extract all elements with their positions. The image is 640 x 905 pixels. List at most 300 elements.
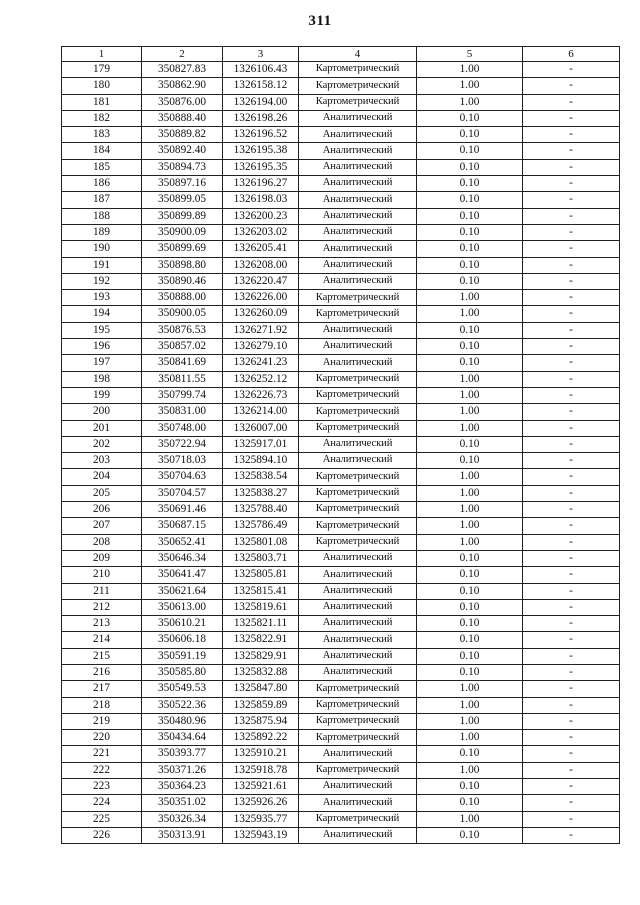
coordinates-table [61,46,620,844]
accuracy-cell: 1.00 [417,78,523,94]
x-coordinate-cell: 350862.90 [142,78,223,94]
x-coordinate-cell: 350811.55 [142,371,223,387]
y-coordinate-cell: 1326198.26 [223,110,299,126]
method-cell: Картометрический [299,78,417,94]
accuracy-cell: 1.00 [417,697,523,713]
y-coordinate-cell: 1325829.91 [223,648,299,664]
method-cell: Аналитический [299,339,417,355]
method-cell: Картометрический [299,371,417,387]
y-coordinate-cell: 1325894.10 [223,453,299,469]
method-cell: Аналитический [299,567,417,583]
accuracy-cell: 0.10 [417,567,523,583]
point-number-cell: 217 [62,681,142,697]
note-cell: - [523,599,620,615]
note-cell: - [523,681,620,697]
x-coordinate-cell: 350652.41 [142,534,223,550]
y-coordinate-cell: 1326226.00 [223,290,299,306]
method-cell: Картометрический [299,306,417,322]
y-coordinate-cell: 1326106.43 [223,62,299,78]
y-coordinate-cell: 1326214.00 [223,404,299,420]
table-row [62,62,620,78]
y-coordinate-cell: 1325910.21 [223,746,299,762]
point-number-cell: 191 [62,257,142,273]
method-cell: Аналитический [299,827,417,843]
x-coordinate-cell: 350899.89 [142,208,223,224]
accuracy-cell: 0.10 [417,339,523,355]
accuracy-cell: 0.10 [417,159,523,175]
y-coordinate-cell: 1325838.54 [223,469,299,485]
table-row [62,224,620,240]
method-cell: Аналитический [299,795,417,811]
x-coordinate-cell: 350899.05 [142,192,223,208]
method-cell: Аналитический [299,436,417,452]
x-coordinate-cell: 350718.03 [142,453,223,469]
accuracy-cell: 0.10 [417,827,523,843]
accuracy-cell: 1.00 [417,534,523,550]
y-coordinate-cell: 1325822.91 [223,632,299,648]
y-coordinate-cell: 1326158.12 [223,78,299,94]
note-cell: - [523,746,620,762]
table-row [62,306,620,322]
point-number-cell: 196 [62,339,142,355]
table-row [62,110,620,126]
y-coordinate-cell: 1325918.78 [223,762,299,778]
accuracy-cell: 0.10 [417,664,523,680]
point-number-cell: 209 [62,550,142,566]
note-cell: - [523,224,620,240]
y-coordinate-cell: 1326205.41 [223,241,299,257]
note-cell: - [523,273,620,289]
point-number-cell: 181 [62,94,142,110]
note-cell: - [523,387,620,403]
x-coordinate-cell: 350351.02 [142,795,223,811]
x-coordinate-cell: 350890.46 [142,273,223,289]
x-coordinate-cell: 350889.82 [142,127,223,143]
y-coordinate-cell: 1325786.49 [223,518,299,534]
point-number-cell: 224 [62,795,142,811]
x-coordinate-cell: 350857.02 [142,339,223,355]
note-cell: - [523,664,620,680]
table-row [62,404,620,420]
header-cell-2: 2 [142,47,223,62]
table-row [62,273,620,289]
point-number-cell: 179 [62,62,142,78]
note-cell: - [523,453,620,469]
x-coordinate-cell: 350897.16 [142,176,223,192]
accuracy-cell: 0.10 [417,176,523,192]
note-cell: - [523,241,620,257]
y-coordinate-cell: 1325815.41 [223,583,299,599]
point-number-cell: 220 [62,730,142,746]
method-cell: Картометрический [299,502,417,518]
point-number-cell: 198 [62,371,142,387]
note-cell: - [523,795,620,811]
note-cell: - [523,78,620,94]
x-coordinate-cell: 350876.53 [142,322,223,338]
point-number-cell: 183 [62,127,142,143]
table-row [62,192,620,208]
note-cell: - [523,257,620,273]
accuracy-cell: 0.10 [417,192,523,208]
accuracy-cell: 1.00 [417,811,523,827]
note-cell: - [523,762,620,778]
accuracy-cell: 1.00 [417,306,523,322]
y-coordinate-cell: 1325892.22 [223,730,299,746]
accuracy-cell: 0.10 [417,583,523,599]
note-cell: - [523,208,620,224]
method-cell: Аналитический [299,746,417,762]
y-coordinate-cell: 1325788.40 [223,502,299,518]
point-number-cell: 219 [62,713,142,729]
accuracy-cell: 0.10 [417,795,523,811]
accuracy-cell: 1.00 [417,518,523,534]
method-cell: Аналитический [299,127,417,143]
note-cell: - [523,713,620,729]
x-coordinate-cell: 350326.34 [142,811,223,827]
y-coordinate-cell: 1325926.26 [223,795,299,811]
method-cell: Аналитический [299,110,417,126]
y-coordinate-cell: 1326279.10 [223,339,299,355]
x-coordinate-cell: 350841.69 [142,355,223,371]
header-cell-1: 1 [62,47,142,62]
y-coordinate-cell: 1325917.01 [223,436,299,452]
table-row [62,78,620,94]
table-row [62,713,620,729]
table-row [62,322,620,338]
y-coordinate-cell: 1326007.00 [223,420,299,436]
table-row [62,485,620,501]
header-row [62,47,620,62]
accuracy-cell: 0.10 [417,257,523,273]
x-coordinate-cell: 350585.80 [142,664,223,680]
method-cell: Картометрический [299,94,417,110]
point-number-cell: 204 [62,469,142,485]
point-number-cell: 190 [62,241,142,257]
note-cell: - [523,159,620,175]
table-row [62,94,620,110]
point-number-cell: 211 [62,583,142,599]
y-coordinate-cell: 1325832.88 [223,664,299,680]
point-number-cell: 189 [62,224,142,240]
method-cell: Картометрический [299,518,417,534]
note-cell: - [523,567,620,583]
x-coordinate-cell: 350876.00 [142,94,223,110]
method-cell: Аналитический [299,616,417,632]
table-row [62,518,620,534]
y-coordinate-cell: 1325935.77 [223,811,299,827]
x-coordinate-cell: 350646.34 [142,550,223,566]
table-row [62,730,620,746]
note-cell: - [523,648,620,664]
table-row [62,648,620,664]
note-cell: - [523,730,620,746]
accuracy-cell: 0.10 [417,648,523,664]
accuracy-cell: 0.10 [417,436,523,452]
table-body [62,62,620,844]
y-coordinate-cell: 1326196.52 [223,127,299,143]
note-cell: - [523,469,620,485]
note-cell: - [523,355,620,371]
table-row [62,697,620,713]
point-number-cell: 182 [62,110,142,126]
method-cell: Картометрический [299,387,417,403]
method-cell: Аналитический [299,176,417,192]
note-cell: - [523,827,620,843]
method-cell: Картометрический [299,485,417,501]
point-number-cell: 205 [62,485,142,501]
x-coordinate-cell: 350831.00 [142,404,223,420]
point-number-cell: 214 [62,632,142,648]
x-coordinate-cell: 350364.23 [142,779,223,795]
method-cell: Аналитический [299,273,417,289]
x-coordinate-cell: 350748.00 [142,420,223,436]
y-coordinate-cell: 1325847.80 [223,681,299,697]
x-coordinate-cell: 350393.77 [142,746,223,762]
header-cell-6: 6 [523,47,620,62]
note-cell: - [523,550,620,566]
accuracy-cell: 0.10 [417,599,523,615]
table-row [62,632,620,648]
table-row [62,583,620,599]
note-cell: - [523,404,620,420]
point-number-cell: 199 [62,387,142,403]
accuracy-cell: 1.00 [417,713,523,729]
y-coordinate-cell: 1325838.27 [223,485,299,501]
note-cell: - [523,534,620,550]
method-cell: Аналитический [299,208,417,224]
point-number-cell: 194 [62,306,142,322]
method-cell: Аналитический [299,355,417,371]
table-row [62,453,620,469]
y-coordinate-cell: 1326226.73 [223,387,299,403]
accuracy-cell: 0.10 [417,127,523,143]
accuracy-cell: 0.10 [417,355,523,371]
table-row [62,567,620,583]
y-coordinate-cell: 1325821.11 [223,616,299,632]
x-coordinate-cell: 350610.21 [142,616,223,632]
point-number-cell: 225 [62,811,142,827]
point-number-cell: 215 [62,648,142,664]
point-number-cell: 180 [62,78,142,94]
note-cell: - [523,583,620,599]
point-number-cell: 222 [62,762,142,778]
accuracy-cell: 1.00 [417,290,523,306]
point-number-cell: 202 [62,436,142,452]
header-cell-4: 4 [299,47,417,62]
point-number-cell: 221 [62,746,142,762]
method-cell: Аналитический [299,453,417,469]
accuracy-cell: 1.00 [417,469,523,485]
table-row [62,241,620,257]
point-number-cell: 187 [62,192,142,208]
note-cell: - [523,62,620,78]
method-cell: Картометрический [299,62,417,78]
accuracy-cell: 0.10 [417,616,523,632]
note-cell: - [523,518,620,534]
table-row [62,290,620,306]
accuracy-cell: 0.10 [417,746,523,762]
y-coordinate-cell: 1325801.08 [223,534,299,550]
y-coordinate-cell: 1326220.47 [223,273,299,289]
table-row [62,159,620,175]
note-cell: - [523,94,620,110]
y-coordinate-cell: 1326200.23 [223,208,299,224]
y-coordinate-cell: 1326252.12 [223,371,299,387]
x-coordinate-cell: 350704.57 [142,485,223,501]
table-row [62,127,620,143]
method-cell: Аналитический [299,159,417,175]
accuracy-cell: 0.10 [417,143,523,159]
x-coordinate-cell: 350704.63 [142,469,223,485]
y-coordinate-cell: 1325819.61 [223,599,299,615]
method-cell: Картометрический [299,713,417,729]
note-cell: - [523,420,620,436]
accuracy-cell: 0.10 [417,208,523,224]
method-cell: Картометрический [299,811,417,827]
accuracy-cell: 1.00 [417,62,523,78]
y-coordinate-cell: 1326196.27 [223,176,299,192]
header-cell-3: 3 [223,47,299,62]
note-cell: - [523,143,620,159]
header-cell-5: 5 [417,47,523,62]
x-coordinate-cell: 350888.40 [142,110,223,126]
note-cell: - [523,697,620,713]
x-coordinate-cell: 350434.64 [142,730,223,746]
method-cell: Аналитический [299,648,417,664]
point-number-cell: 208 [62,534,142,550]
x-coordinate-cell: 350827.83 [142,62,223,78]
method-cell: Картометрический [299,681,417,697]
table-row [62,811,620,827]
table-row [62,502,620,518]
method-cell: Картометрический [299,730,417,746]
note-cell: - [523,779,620,795]
note-cell: - [523,306,620,322]
x-coordinate-cell: 350691.46 [142,502,223,518]
table-row [62,208,620,224]
accuracy-cell: 1.00 [417,371,523,387]
point-number-cell: 207 [62,518,142,534]
y-coordinate-cell: 1325803.71 [223,550,299,566]
point-number-cell: 213 [62,616,142,632]
table-row [62,681,620,697]
point-number-cell: 216 [62,664,142,680]
method-cell: Аналитический [299,583,417,599]
y-coordinate-cell: 1326198.03 [223,192,299,208]
y-coordinate-cell: 1326195.35 [223,159,299,175]
x-coordinate-cell: 350313.91 [142,827,223,843]
y-coordinate-cell: 1325805.81 [223,567,299,583]
point-number-cell: 223 [62,779,142,795]
table-row [62,355,620,371]
accuracy-cell: 1.00 [417,94,523,110]
point-number-cell: 186 [62,176,142,192]
note-cell: - [523,371,620,387]
method-cell: Аналитический [299,143,417,159]
y-coordinate-cell: 1326260.09 [223,306,299,322]
table-row [62,550,620,566]
table-row [62,469,620,485]
x-coordinate-cell: 350687.15 [142,518,223,534]
point-number-cell: 203 [62,453,142,469]
accuracy-cell: 0.10 [417,110,523,126]
y-coordinate-cell: 1325921.61 [223,779,299,795]
table-row [62,257,620,273]
x-coordinate-cell: 350613.00 [142,599,223,615]
y-coordinate-cell: 1326194.00 [223,94,299,110]
method-cell: Аналитический [299,550,417,566]
note-cell: - [523,176,620,192]
x-coordinate-cell: 350894.73 [142,159,223,175]
x-coordinate-cell: 350621.64 [142,583,223,599]
table-row [62,599,620,615]
accuracy-cell: 1.00 [417,485,523,501]
accuracy-cell: 0.10 [417,322,523,338]
x-coordinate-cell: 350898.80 [142,257,223,273]
method-cell: Аналитический [299,224,417,240]
point-number-cell: 192 [62,273,142,289]
point-number-cell: 184 [62,143,142,159]
table-row [62,746,620,762]
method-cell: Картометрический [299,404,417,420]
note-cell: - [523,110,620,126]
note-cell: - [523,632,620,648]
x-coordinate-cell: 350899.69 [142,241,223,257]
point-number-cell: 212 [62,599,142,615]
table-row [62,387,620,403]
accuracy-cell: 0.10 [417,241,523,257]
note-cell: - [523,436,620,452]
point-number-cell: 206 [62,502,142,518]
table-row [62,436,620,452]
x-coordinate-cell: 350480.96 [142,713,223,729]
note-cell: - [523,127,620,143]
x-coordinate-cell: 350799.74 [142,387,223,403]
accuracy-cell: 1.00 [417,404,523,420]
method-cell: Аналитический [299,599,417,615]
x-coordinate-cell: 350888.00 [142,290,223,306]
y-coordinate-cell: 1326271.92 [223,322,299,338]
x-coordinate-cell: 350522.36 [142,697,223,713]
y-coordinate-cell: 1326195.38 [223,143,299,159]
method-cell: Аналитический [299,779,417,795]
accuracy-cell: 1.00 [417,387,523,403]
method-cell: Картометрический [299,469,417,485]
note-cell: - [523,192,620,208]
method-cell: Аналитический [299,322,417,338]
note-cell: - [523,290,620,306]
table-row [62,339,620,355]
accuracy-cell: 0.10 [417,550,523,566]
point-number-cell: 210 [62,567,142,583]
accuracy-cell: 1.00 [417,762,523,778]
point-number-cell: 185 [62,159,142,175]
point-number-cell: 201 [62,420,142,436]
y-coordinate-cell: 1325875.94 [223,713,299,729]
x-coordinate-cell: 350591.19 [142,648,223,664]
table-row [62,420,620,436]
note-cell: - [523,811,620,827]
accuracy-cell: 0.10 [417,632,523,648]
table-row [62,176,620,192]
method-cell: Аналитический [299,241,417,257]
accuracy-cell: 1.00 [417,502,523,518]
y-coordinate-cell: 1325943.19 [223,827,299,843]
accuracy-cell: 0.10 [417,779,523,795]
table-row [62,779,620,795]
x-coordinate-cell: 350722.94 [142,436,223,452]
point-number-cell: 200 [62,404,142,420]
